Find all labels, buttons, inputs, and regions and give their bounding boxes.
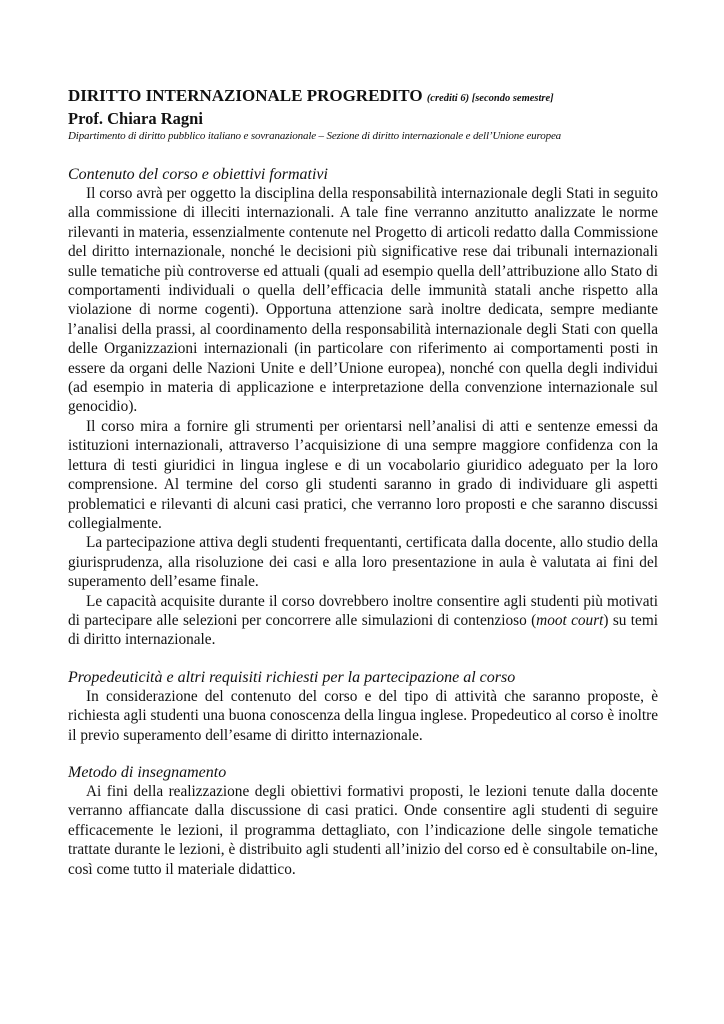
paragraph: La partecipazione attiva degli studenti frequentanti, certificata dalla docente, allo studio della giurisprudenza, alla risoluzione dei casi e alla loro presentazione in aula è valutata ai fini del superamento dell’esame finale. bbox=[68, 534, 658, 591]
section-title-metodo: Metodo di insegnamento bbox=[68, 763, 227, 781]
department-line: Dipartimento di diritto pubblico italiano e sovranazionale – Sezione di diritto internazionale e dell’Unione europea bbox=[68, 130, 562, 142]
course-title-line bbox=[68, 86, 658, 109]
course-title: DIRITTO INTERNAZIONALE PROGREDITO bbox=[68, 86, 423, 105]
section-propedeuticita bbox=[68, 668, 658, 745]
paragraph: Ai fini della realizzazione degli obiettivi formativi proposti, le lezioni tenute dalla docente verranno affiancate dalla discussione di casi pratici. Onde consentire agli studenti di seguire efficacemente le lezioni, il programma dettagliato, con l’indicazione delle singole tematiche trattate durante le lezioni, è distribuito agli studenti all’inizio del corso ed è consultabile on-line, così come tutto il materiale didattico. bbox=[68, 782, 658, 878]
paragraph: Il corso avrà per oggetto la disciplina della responsabilità internazionale degli Stati in seguito alla commissione di illeciti internazionali. A tale fine verranno anzitutto analizzate le norme rilevanti in materia, essenzialmente contenute nel Progetto di articoli redatto dalla Commissione del diritto internazionale, nonché le decisioni più significative rese dai tribunali internazionali sulle tematiche più controverse ed attuali (quali ad esempio quella dell’attribuzione allo Stato di comportamenti individuali o quella dell’efficacia delle immunità statali anche rispetto alla violazione di norme cogenti). Opportuna attenzione sarà inoltre dedicata, sempre mediante l’analisi della prassi, al coordinamento della responsabilità internazionale degli Stati con quella delle Organizzazioni internazionali (in particolare con riferimento ai comportamenti posti in essere da organi delle Nazioni Unite e dell’Unione europea), nonché con quella degli individui (ad esempio in materia di applicazione e interpretazione della convenzione internazionale sul genocidio). bbox=[68, 185, 658, 416]
document-page bbox=[68, 86, 658, 879]
section-metodo bbox=[68, 763, 658, 879]
course-note: (crediti 6) [secondo semestre] bbox=[426, 93, 554, 104]
section-title-contenuto: Contenuto del corso e obiettivi formativi bbox=[68, 166, 328, 183]
section-contenuto bbox=[68, 165, 658, 650]
section-title-propedeuticita: Propedeuticità e altri requisiti richiesti per la partecipazione al corso bbox=[68, 668, 516, 686]
paragraph-moot-court bbox=[68, 592, 658, 650]
paragraph-text: Le capacità acquisite durante il corso dovrebbero inoltre consentire agli studenti più motivati di partecipare alle selezioni per concorrere alle simulazioni di contenzioso ( bbox=[68, 592, 658, 629]
moot-court-emphasis: moot court bbox=[536, 611, 604, 629]
professor-name: Prof. Chiara Ragni bbox=[68, 109, 203, 128]
paragraph-text: ) su temi di diritto internazionale. bbox=[68, 611, 658, 649]
paragraph: In considerazione del contenuto del corso e del tipo di attività che saranno proposte, è richiesta agli studenti una buona conoscenza della lingua inglese. Propedeutico al corso è inoltre il previo superamento dell’esame di diritto internazionale. bbox=[68, 687, 658, 744]
paragraph: Il corso mira a fornire gli strumenti per orientarsi nell’analisi di atti e sentenze emessi da istituzioni internazionali, attraverso l’acquisizione di una sempre maggiore confidenza con la lettura di testi giuridici in lingua inglese e di un vocabolario giuridico adeguato per la loro comprensione. Al termine del corso gli studenti saranno in grado di individuare gli aspetti problematici e rilevanti di alcuni casi pratici, che verranno loro proposti e che saranno discussi collegialmente. bbox=[68, 417, 658, 532]
